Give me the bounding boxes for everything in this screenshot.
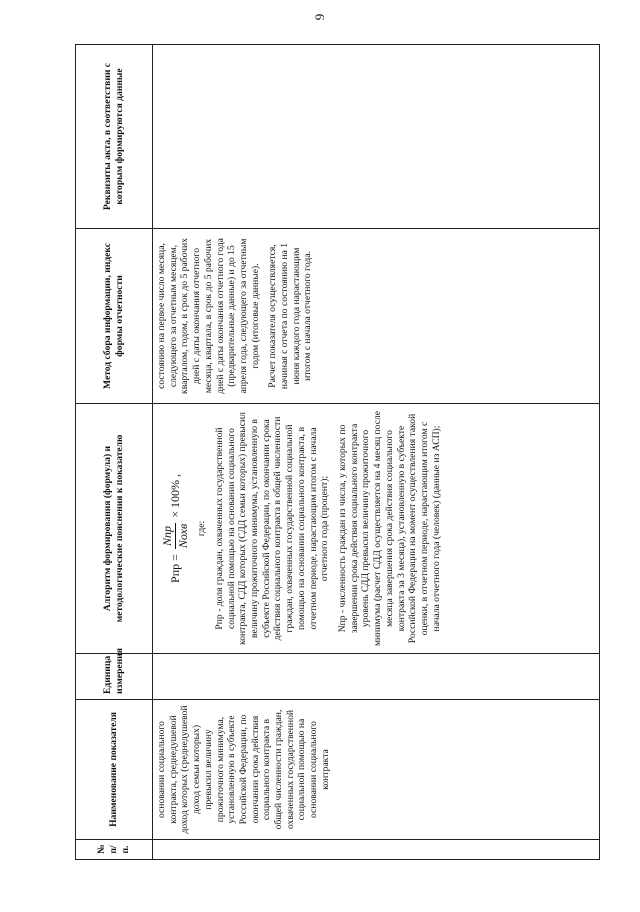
cell-unit (153, 654, 600, 700)
method-paragraph-1: состоянию на первое число месяца, следующего за отчетным месяцем, кварталом, годом, в срок до 5 рабочих дней с даты окончания отчетного месяца, квартала, в срок до 5 рабочих дней с даты окончания отчетного года (предварительные данные) и до 15 апреля года, следующего за отчетным годом (итоговые данные). (156, 238, 261, 394)
header-name: Наименование показателя (76, 700, 153, 840)
formula-rhs: × 100% , (167, 474, 182, 518)
formula (160, 409, 190, 648)
method-paragraph-2: Расчет показателя осуществляется, начиная с отчета по состоянию на 1 июня каждого года нарастающим итогом с начала отчетного года. (267, 242, 314, 390)
header-requisites: Реквизиты акта, в соответствии с которым формируются данные (76, 45, 153, 229)
header-unit: Единица измерения (76, 654, 153, 700)
table-row (153, 45, 600, 860)
cell-requisites (153, 45, 600, 229)
page-number (310, 10, 330, 24)
cell-method (153, 229, 600, 404)
indicator-table (75, 44, 600, 860)
rotated-sheet (75, 45, 600, 860)
cell-num (153, 840, 600, 860)
algorithm-paragraph-1: Pпр - доля граждан, охваченных государственной социальной помощью на основании социального контракта, СДД которых (СДД семьи которых) превысил величину прожиточного минимума, установленную в субъекте Российской Федерации, по окончании срока действия социального контракта в общей численности граждан, охваченных государственной социальной помощью на основании социального контракта, в отчетном периоде, нарастающим итогом с начала отчетного года (процент); (213, 412, 331, 645)
table-header-row (76, 45, 153, 860)
header-algorithm: Алгоритм формирования (формула) и методологические пояснения к показателю (76, 404, 153, 654)
cell-name: основании социального контракта, среднедушевой доход которых (среднедушевой доход семьи которых) превысил величину прожиточного минимума, установленную в субъекте Российской Федерации, по окончании срока действия социального контракта в общей численности граждан, охваченных государственной социальной помощью на основании социального контракта (153, 700, 600, 840)
rotated-page (75, 45, 600, 860)
formula-lhs: Pпр = (167, 554, 182, 583)
algorithm-paragraph-2: Nпр - численность граждан из числа, у которых по завершении срока действия социального контракта уровень СДД превысил величину прожиточного минимума (расчет СДД осуществляется на 4 месяц после месяца завершения срока действия социального контракта за 3 месяца), установленную в субъекте Российской Федерации на момент осуществления такой оценки, в отчетном периоде, нарастающим итогом с начала отчетного года (человек) (данные из АСП); (336, 410, 442, 647)
header-method: Метод сбора информации, индекс формы отчетности (76, 229, 153, 404)
formula-denominator: Nохв (175, 523, 190, 549)
page-number-text: 9 (312, 13, 327, 21)
where-label: где: (196, 520, 208, 537)
cell-algorithm (153, 404, 600, 654)
formula-fraction (160, 521, 190, 551)
header-num: № п/п. (76, 840, 153, 860)
formula-numerator: Nпр (160, 523, 176, 549)
